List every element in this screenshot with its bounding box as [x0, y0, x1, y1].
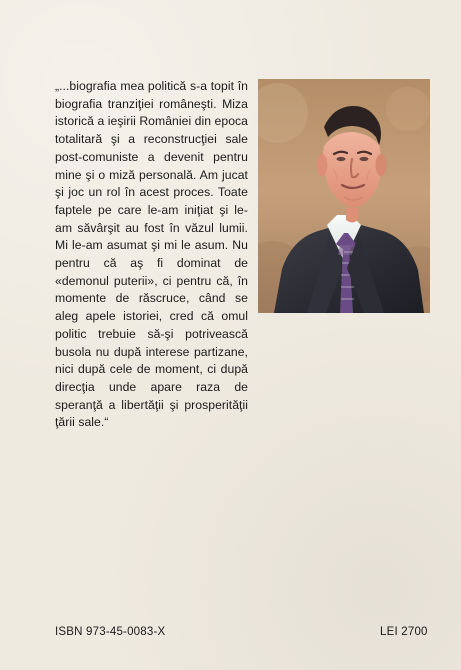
author-photo	[258, 79, 430, 313]
price-label: LEI 2700	[380, 626, 428, 638]
quote-text: „...biografia mea politică s-a topit în biografia tranziţiei româneşti. Miza istorică a ieşirii României din epoca totalitară şi a reconstrucţiei sale post-comuniste a devenit pentru mine şi o miză personală. Am jucat şi joc un rol în acest proces. Toate faptele pe care le-am iniţiat şi le-am săvârşit au fost în văzul lumii. Mi le-am asumat şi mi le asum. Nu pentru că aş fi dominat de «demonul puterii», ci pentru că, în momente de răscruce, când se aleg apele istoriei, cred că omul politic trebuie să-şi potrivească busola nu după interese partizane, nici după cele de moment, ci după direcţia unde apare raza de speranţă a libertăţii şi prosperităţii ţării sale.“	[55, 79, 248, 430]
isbn-label: ISBN 973-45-0083-X	[55, 626, 166, 638]
